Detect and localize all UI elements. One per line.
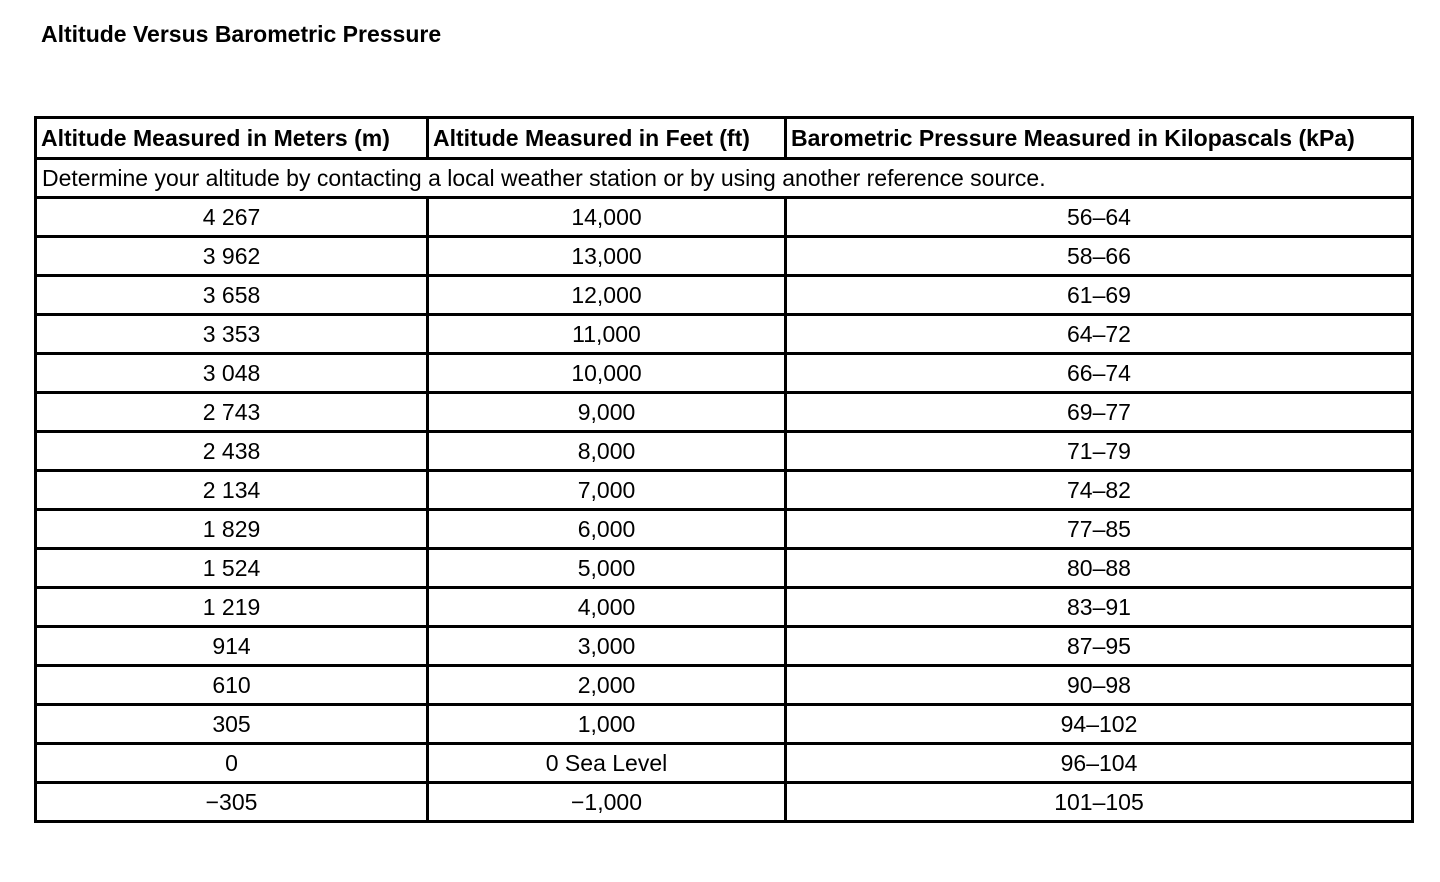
cell-meters: 1 219 (36, 588, 428, 627)
cell-feet: 3,000 (428, 627, 786, 666)
table-row (36, 744, 1413, 783)
cell-meters: 2 743 (36, 393, 428, 432)
cell-feet: 0 Sea Level (428, 744, 786, 783)
column-header-feet: Altitude Measured in Feet (ft) (428, 118, 786, 159)
cell-meters: 1 524 (36, 549, 428, 588)
table-row (36, 276, 1413, 315)
cell-feet: 11,000 (428, 315, 786, 354)
cell-feet: 14,000 (428, 198, 786, 237)
cell-feet: 1,000 (428, 705, 786, 744)
cell-pressure: 64–72 (786, 315, 1413, 354)
cell-meters: 0 (36, 744, 428, 783)
cell-pressure: 94–102 (786, 705, 1413, 744)
cell-meters: 3 658 (36, 276, 428, 315)
table-row (36, 354, 1413, 393)
table-row (36, 588, 1413, 627)
cell-pressure: 80–88 (786, 549, 1413, 588)
cell-meters: 1 829 (36, 510, 428, 549)
altitude-pressure-table (34, 116, 1414, 823)
cell-meters: 305 (36, 705, 428, 744)
cell-pressure: 96–104 (786, 744, 1413, 783)
cell-feet: 2,000 (428, 666, 786, 705)
table-row (36, 705, 1413, 744)
cell-feet: −1,000 (428, 783, 786, 822)
cell-feet: 10,000 (428, 354, 786, 393)
cell-pressure: 71–79 (786, 432, 1413, 471)
column-header-pressure: Barometric Pressure Measured in Kilopascals (kPa) (786, 118, 1413, 159)
cell-meters: 3 962 (36, 237, 428, 276)
cell-feet: 13,000 (428, 237, 786, 276)
column-header-meters: Altitude Measured in Meters (m) (36, 118, 428, 159)
cell-pressure: 77–85 (786, 510, 1413, 549)
cell-pressure: 69–77 (786, 393, 1413, 432)
cell-meters: 2 438 (36, 432, 428, 471)
cell-feet: 8,000 (428, 432, 786, 471)
table-note: Determine your altitude by contacting a local weather station or by using another reference source. (36, 159, 1413, 198)
cell-pressure: 74–82 (786, 471, 1413, 510)
cell-pressure: 101–105 (786, 783, 1413, 822)
table-row (36, 393, 1413, 432)
cell-feet: 6,000 (428, 510, 786, 549)
cell-meters: 2 134 (36, 471, 428, 510)
cell-meters: 3 353 (36, 315, 428, 354)
cell-pressure: 83–91 (786, 588, 1413, 627)
table-row (36, 510, 1413, 549)
table-row (36, 783, 1413, 822)
table-row (36, 471, 1413, 510)
cell-feet: 4,000 (428, 588, 786, 627)
cell-pressure: 87–95 (786, 627, 1413, 666)
page-title: Altitude Versus Barometric Pressure (41, 21, 442, 47)
cell-feet: 7,000 (428, 471, 786, 510)
table-row (36, 549, 1413, 588)
cell-pressure: 56–64 (786, 198, 1413, 237)
cell-pressure: 66–74 (786, 354, 1413, 393)
cell-meters: 610 (36, 666, 428, 705)
table-row (36, 627, 1413, 666)
table-row (36, 198, 1413, 237)
cell-meters: 4 267 (36, 198, 428, 237)
table-row (36, 666, 1413, 705)
table-row (36, 432, 1413, 471)
cell-feet: 5,000 (428, 549, 786, 588)
table-row (36, 315, 1413, 354)
cell-pressure: 90–98 (786, 666, 1413, 705)
cell-meters: 914 (36, 627, 428, 666)
table-row (36, 237, 1413, 276)
cell-feet: 12,000 (428, 276, 786, 315)
cell-feet: 9,000 (428, 393, 786, 432)
table-note-row (36, 159, 1413, 198)
cell-meters: −305 (36, 783, 428, 822)
table-header-row (36, 118, 1413, 159)
cell-meters: 3 048 (36, 354, 428, 393)
cell-pressure: 61–69 (786, 276, 1413, 315)
cell-pressure: 58–66 (786, 237, 1413, 276)
